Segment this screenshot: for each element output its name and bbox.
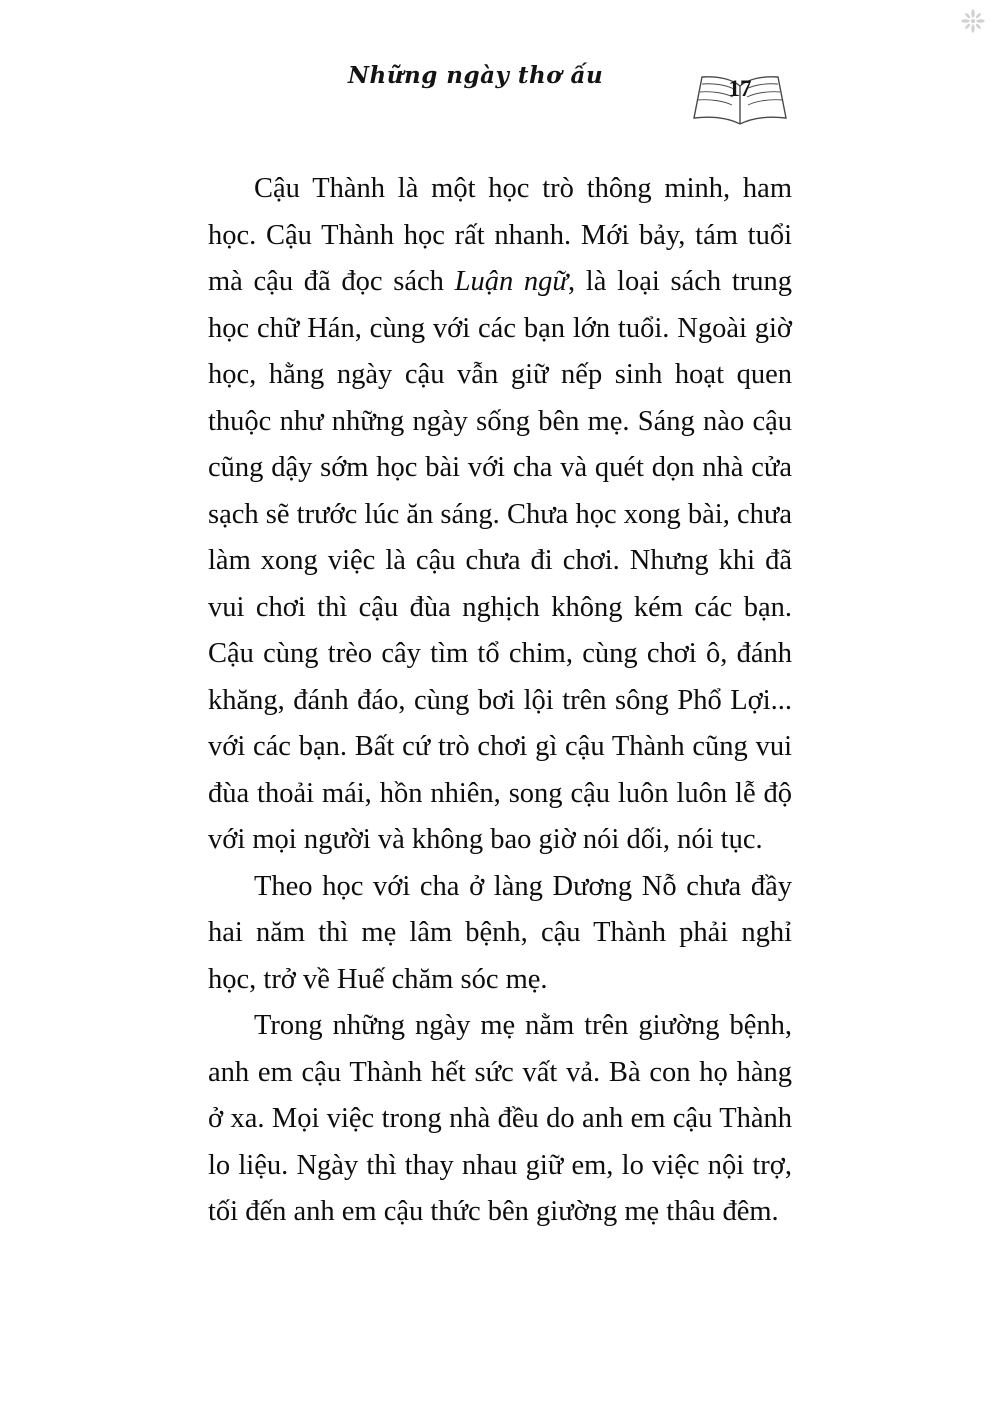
paragraph-1: [208, 166, 792, 864]
paragraph-3: [208, 1003, 792, 1236]
paragraph-2: [208, 864, 792, 1004]
corner-flourish-icon: [960, 8, 986, 34]
paragraph-2-text: Theo học với cha ở làng Dương Nỗ chưa đầy hai năm thì mẹ lâm bệnh, cậu Thành phải nghỉ học, trở về Huế chăm sóc mẹ.: [208, 870, 792, 995]
paragraph-1-text: Cậu Thành là một học trò thông minh, ham học. Cậu Thành học rất nhanh. Mới bảy, tám tuổi mà cậu đã đọc sách Luận ngữ, là loại sách trung học chữ Hán, cùng với các bạn lớn tuổi. Ngoài giờ học, hằng ngày cậu vẫn giữ nếp sinh hoạt quen thuộc như những ngày sống bên mẹ. Sáng nào cậu cũng dậy sớm học bài với cha và quét dọn nhà cửa sạch sẽ trước lúc ăn sáng. Chưa học xong bài, chưa làm xong việc là cậu chưa đi chơi. Nhưng khi đã vui chơi thì cậu đùa nghịch không kém các bạn. Cậu cùng trèo cây tìm tổ chim, cùng chơi ô, đánh khăng, đánh đáo, cùng bơi lội trên sông Phổ Lợi... với các bạn. Bất cứ trò chơi gì cậu Thành cũng vui đùa thoải mái, hồn nhiên, song cậu luôn luôn lễ độ với mọi người và không bao giờ nói dối, nói tục.: [208, 173, 793, 855]
book-title: Những ngày thơ ấu: [348, 62, 604, 89]
page-number: 17: [728, 76, 752, 101]
paragraph-3-text: Trong những ngày mẹ nằm trên giường bệnh, anh em cậu Thành hết sức vất vả. Bà con họ hàng ở xa. Mọi việc trong nhà đều do anh em cậu Thành lo liệu. Ngày thì thay nhau giữ em, lo việc nội trợ, tối đến anh em cậu thức bên giường mẹ thâu đêm.: [208, 1010, 792, 1227]
page-header: [0, 62, 1000, 132]
page-body: [208, 166, 792, 1236]
